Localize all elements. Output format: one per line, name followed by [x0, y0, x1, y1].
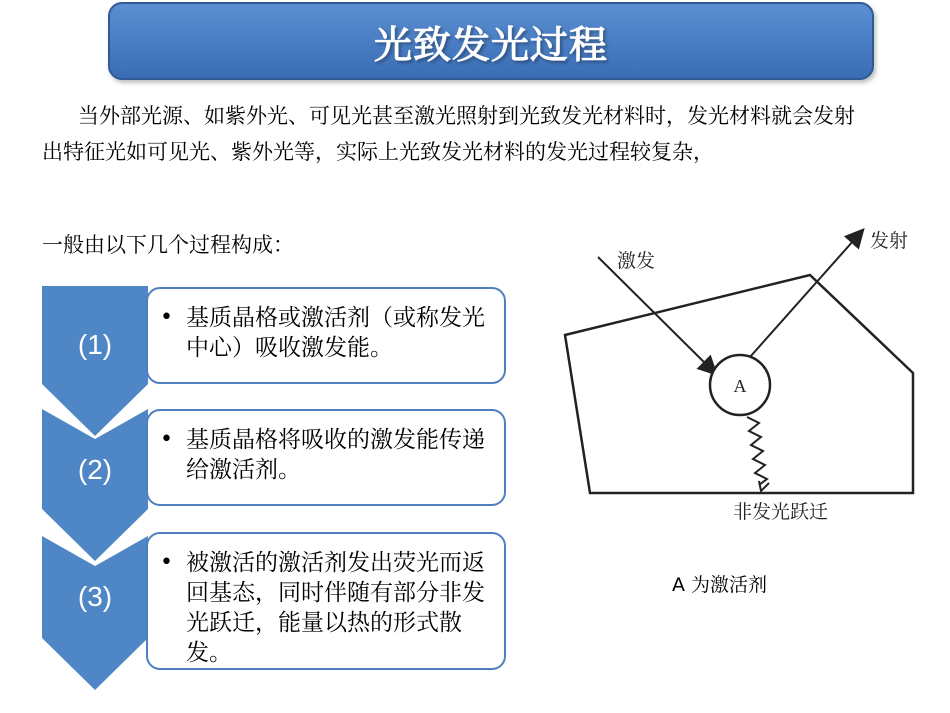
intro-subhead: 一般由以下几个过程构成： [42, 233, 294, 257]
page-title: 光致发光过程 [373, 22, 608, 67]
step-2-box [146, 409, 506, 506]
step-3-chevron [42, 536, 148, 690]
bullet-icon: • [160, 550, 173, 575]
emit-label: 发射 [870, 230, 909, 252]
step-3-number: (3) [77, 581, 113, 612]
emit-arrow [750, 231, 862, 357]
step-3-text: 被激活的激活剂发出荧光而返回基态，同时伴随有部分非发光跃迁，能量以热的形式散发。 [186, 550, 485, 666]
step-3-box [146, 532, 506, 670]
bullet-icon: • [160, 427, 173, 452]
intro-paragraph: 当外部光源、如紫外光、可见光甚至激光照射到光致发光材料时，发光材料就会发射出特征光如可见光、紫外光等，实际上光致发光材料的发光过程较复杂， [42, 104, 855, 164]
step-1-text: 基质晶格或激活剂（或称发光中心）吸收激发能。 [186, 305, 485, 361]
intro-text [42, 98, 872, 170]
nonradiative-squiggle [747, 417, 767, 485]
activator-label: A [733, 376, 747, 396]
excite-arrow [598, 257, 715, 373]
excite-label: 激发 [617, 250, 656, 272]
step-2-number: (2) [77, 454, 113, 485]
diagram-caption: A 为激活剂 [672, 574, 768, 596]
title-banner [108, 2, 874, 80]
step-1-number: (1) [77, 329, 113, 360]
step-2-text: 基质晶格将吸收的激发能传递给激活剂。 [186, 427, 485, 483]
nonradiative-label: 非发光跃迁 [733, 501, 829, 523]
bullet-icon: • [160, 305, 173, 330]
step-1-box [146, 287, 506, 384]
luminescence-diagram [555, 225, 925, 535]
